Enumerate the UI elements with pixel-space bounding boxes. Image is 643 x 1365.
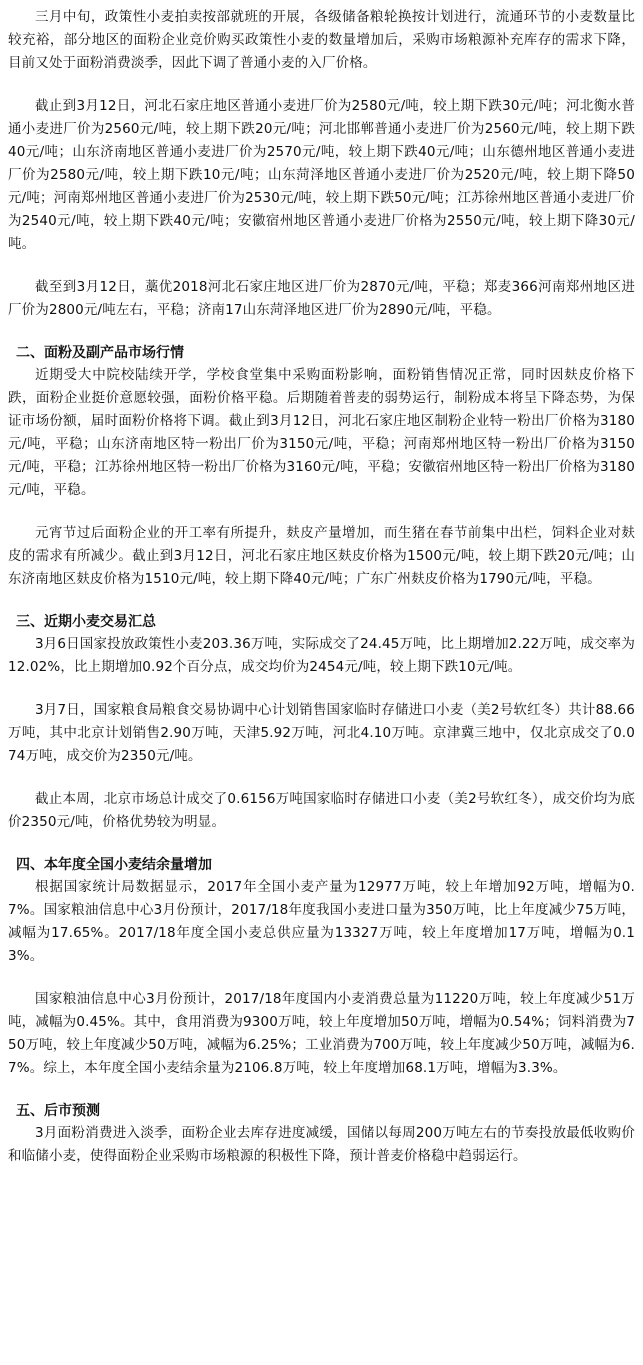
paragraph-wheat-supply: 根据国家统计局数据显示，2017年全国小麦产量为12977万吨，较上年增加92万吨，增幅为0.7%。国家粮油信息中心3月份预计，2017/18年度我国小麦进口量为350万吨，比上年度减少75万吨，减幅为17.65%。2017/18年度全国小麦总供应量为13327万吨，较上年度增加17万吨，增幅为0.13%。 <box>8 879 635 964</box>
paragraph-wheat-consumption: 国家粮油信息中心3月份预计，2017/18年度国内小麦消费总量为11220万吨，较上年度减少51万吨，减幅为0.45%。其中，食用消费为9300万吨，较上年度增加50万吨，增幅为0.54%；饲料消费为750万吨，较上年度减少50万吨，减幅为6.25%；工业消费为700万吨，较上年度减少50万吨，减幅为6.7%。综上，本年度全国小麦结余量为2106.8万吨，较上年度增加68.1万吨，增幅为3.3%。 <box>8 991 635 1076</box>
paragraph-forecast: 3月面粉消费进入淡季，面粉企业去库存进度减缓，国储以每周200万吨左右的节奏投放最低收购价和临储小麦，使得面粉企业采购市场粮源的积极性下降，预计普麦价格稳中趋弱运行。 <box>8 1125 635 1164</box>
paragraph-imported-wheat-sale: 3月7日，国家粮食局粮食交易协调中心计划销售国家临时存储进口小麦（美2号软红冬）共计88.66万吨，其中北京计划销售2.90万吨，天津5.92万吨，河北4.10万吨。京津冀三地中，仅北京成交了0.074万吨，成交价为2350元/吨。 <box>8 702 635 764</box>
paragraph-beijing-market: 截止本周，北京市场总计成交了0.6156万吨国家临时存储进口小麦（美2号软红冬），成交价均为底价2350元/吨，价格优势较为明显。 <box>8 791 635 830</box>
paragraph-wheat-auction: 三月中旬，政策性小麦拍卖按部就班的开展，各级储备粮轮换按计划进行，流通环节的小麦数量比较充裕，部分地区的面粉企业竞价购买政策性小麦的数量增加后，采购市场粮源补充库存的需求下降，目前又处于面粉消费淡季，因此下调了普通小麦的入厂价格。 <box>8 9 635 71</box>
paragraph-policy-wheat-auction: 3月6日国家投放政策性小麦203.36万吨，实际成交了24.45万吨，比上期增加2.22万吨，成交率为12.02%，比上期增加0.92个百分点，成交均价为2454元/吨，较上期下跌10元/吨。 <box>8 636 635 675</box>
paragraph-ordinary-wheat-prices: 截止到3月12日，河北石家庄地区普通小麦进厂价为2580元/吨，较上期下跌30元/吨；河北衡水普通小麦进厂价为2560元/吨，较上期下跌20元/吨；河北邯郸普通小麦进厂价为2560元/吨，较上期下跌40元/吨；山东济南地区普通小麦进厂价为2570元/吨，较上期下跌40元/吨；山东德州地区普通小麦进厂价为2580元/吨，较上期下跌10元/吨；山东菏泽地区普通小麦进厂价为2520元/吨，较上期下降50元/吨；河南郑州地区普通小麦进厂价为2530元/吨，较上期下跌50元/吨；江苏徐州地区普通小麦进厂价为2540元/吨，较上期下跌40元/吨；安徽宿州地区普通小麦进厂价格为2550元/吨，较上期下降30元/吨。 <box>8 98 635 252</box>
paragraph-flour-prices: 近期受大中院校陆续开学，学校食堂集中采购面粉影响，面粉销售情况正常，同时因麸皮价格下跌，面粉企业挺价意愿较强，面粉价格平稳。后期随着普麦的弱势运行，制粉成本将呈下降态势，为保证市场份额，届时面粉价格将下调。截止到3月12日，河北石家庄地区制粉企业特一粉出厂价格为3180元/吨，平稳；山东济南地区特一粉出厂价为3150元/吨，平稳；河南郑州地区特一粉出厂价格为3150元/吨，平稳；江苏徐州地区特一粉出厂价格为3160元/吨，平稳；安徽宿州地区特一粉出厂价格为3180元/吨，平稳。 <box>8 367 635 498</box>
section-heading-wheat-trading: 三、近期小麦交易汇总 <box>16 614 156 630</box>
section-heading-flour-market: 二、面粉及副产品市场行情 <box>16 345 184 361</box>
paragraph-bran-prices: 元宵节过后面粉企业的开工率有所提升，麸皮产量增加，而生猪在春节前集中出栏，饲料企业对麸皮的需求有所减少。截止到3月12日，河北石家庄地区麸皮价格为1500元/吨，较上期下跌20元/吨；山东济南地区麸皮价格为1510元/吨，较上期下降40元/吨；广东广州麸皮价格为1790元/吨，平稳。 <box>8 525 635 587</box>
section-heading-market-forecast: 五、后市预测 <box>16 1103 100 1119</box>
paragraph-premium-wheat-prices: 截至到3月12日，藁优2018河北石家庄地区进厂价为2870元/吨，平稳；郑麦366河南郑州地区进厂价为2800元/吨左右，平稳；济南17山东菏泽地区进厂价为2890元/吨，平稳。 <box>8 279 635 318</box>
section-heading-wheat-surplus: 四、本年度全国小麦结余量增加 <box>16 857 212 873</box>
